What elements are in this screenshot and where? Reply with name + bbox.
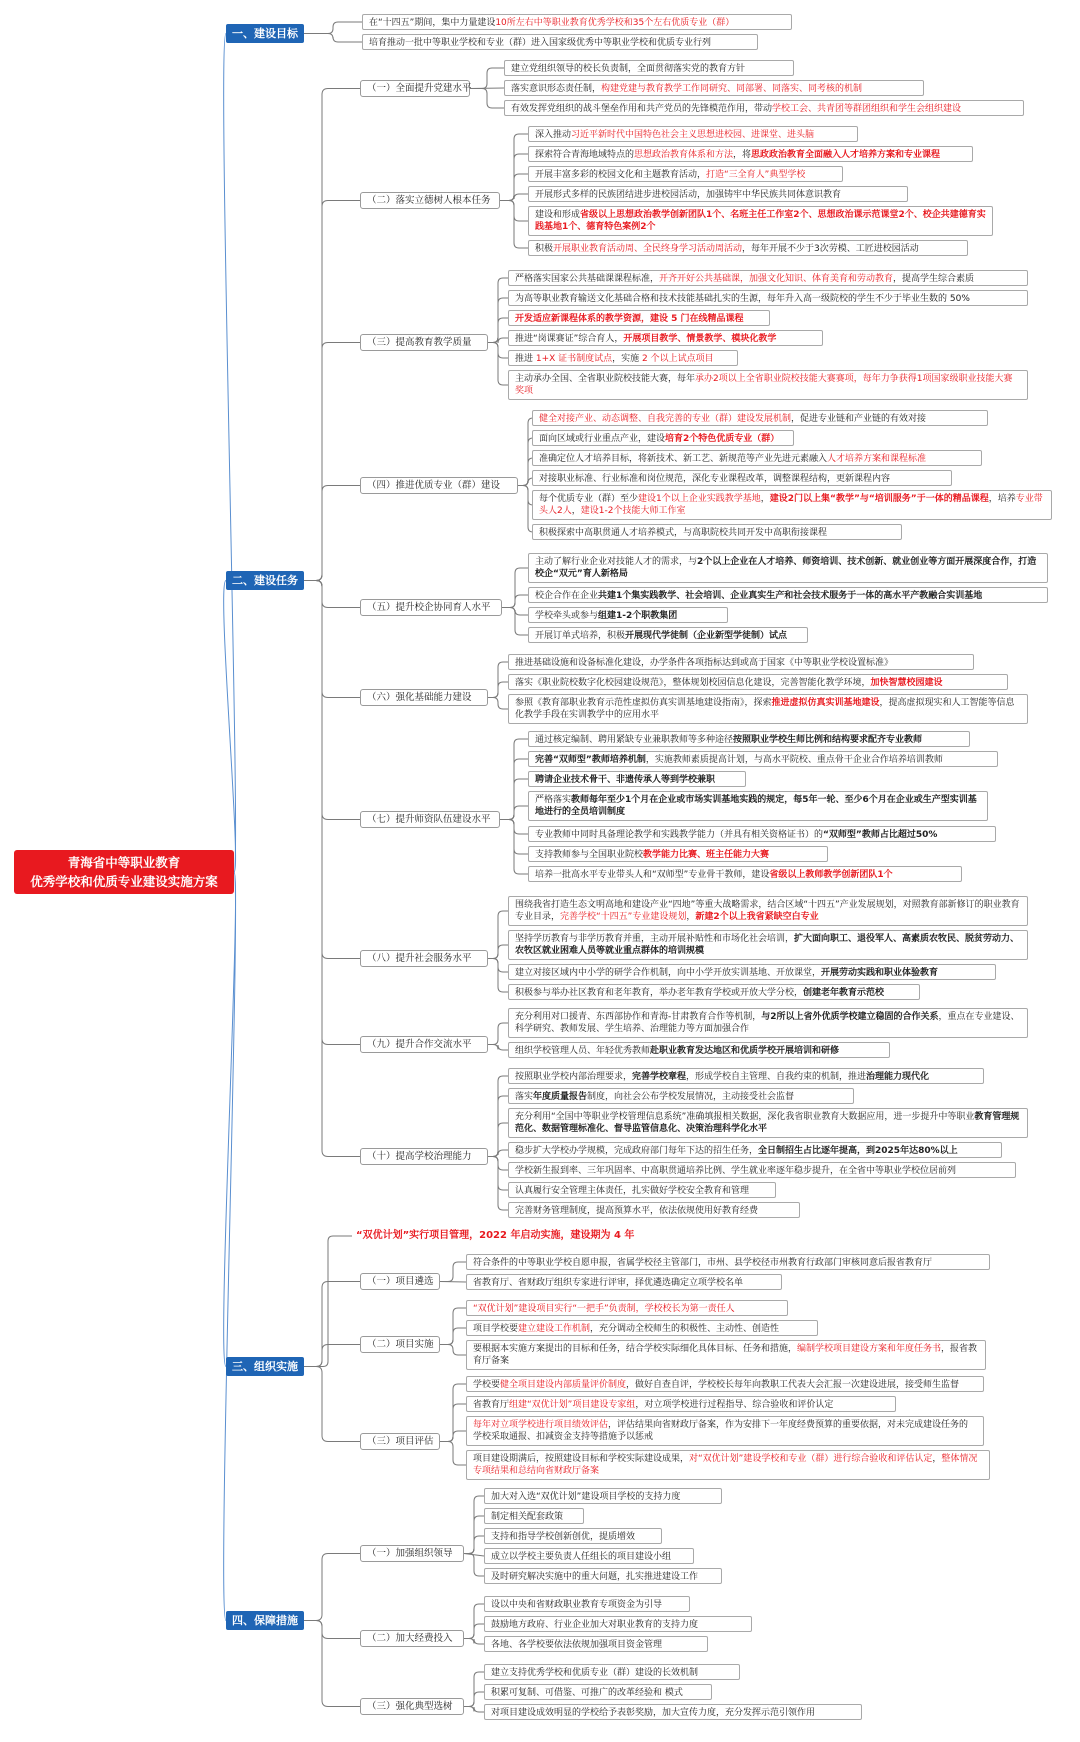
leaf-item xyxy=(484,1684,712,1700)
leaf-item xyxy=(466,1274,782,1290)
subtopic-15: （二）加大经费投入 xyxy=(360,1630,464,1647)
connector xyxy=(488,682,508,698)
leaf-text: 开展劳动实践和职业体验教育 xyxy=(821,968,939,978)
leaf-text: 每年对立项学校进行项目绩效评估 xyxy=(473,1420,609,1430)
leaf-text: 培养一批高水平专业带头人和“双师型”专业骨干教师，建设 xyxy=(535,870,770,880)
leaf-text: 成立以学校主要负责人任组长的项目建设小组 xyxy=(491,1552,672,1562)
leaf-text: 严格落实 xyxy=(535,795,572,805)
leaf-item xyxy=(508,350,738,366)
leaf-text: 健全项目建设内部质量评价制度 xyxy=(500,1380,627,1390)
leaf-text: 构建党建与教育教学工作同研究、同部署、同落实、同考核的机制 xyxy=(601,84,863,94)
leaf-text: 推进 xyxy=(515,354,536,364)
leaf-item xyxy=(508,964,996,980)
leaf-text: 省教育厅 xyxy=(473,1400,510,1410)
leaf-text: 严格落实国家公共基础课课程标准， xyxy=(515,274,660,284)
leaf-text: 积极探索中高职贯通人才培养模式，与高职院校共同开发中高职衔接课程 xyxy=(539,528,828,538)
leaf-text: 学校要 xyxy=(473,1380,501,1390)
leaf-item xyxy=(484,1664,740,1680)
leaf-text: 建设和形成 xyxy=(535,210,581,220)
section-safeguards: 四、保障措施 xyxy=(226,1611,304,1630)
connector xyxy=(464,1554,484,1577)
leaf-text: 全日制招生占比逐年提高，到2025年达80%以上 xyxy=(758,1146,958,1156)
leaf-text: 支持教师参与全国职业院校 xyxy=(535,850,644,860)
leaf-item xyxy=(484,1488,722,1504)
leaf-text: 建设2门以上集“教学”与“培训服务”于一体的精品课程 xyxy=(769,494,989,504)
leaf-text: “双优计划”建设项目实行“一把手”负责制，学校校长为第一责任人 xyxy=(473,1304,735,1314)
leaf-text: 学校工会、共青团等群团组织和学生会组织建设 xyxy=(772,104,962,114)
leaf-text: ，提高学生综合素质 xyxy=(893,274,975,284)
leaf-text: 创建老年教育示范校 xyxy=(803,988,885,998)
leaf-text: 推进“岗课赛证”综合育人， xyxy=(515,334,624,344)
leaf-text: 建立支持优秀学校和优质专业（群）建设的长效机制 xyxy=(491,1668,699,1678)
section-tasks: 二、建设任务 xyxy=(226,571,304,590)
connector xyxy=(304,1236,352,1367)
leaf-text: 完善“双师型”教师培养机制 xyxy=(535,755,646,765)
leaf-text: 开展职业教育活动周、全民终身学习活动周活动 xyxy=(553,244,743,254)
leaf-text: 制度，向社会公布学校发展情况，主动接受社会监督 xyxy=(587,1092,795,1102)
leaf-text: ，对立项学校进行过程指导、综合验收和评价认定 xyxy=(635,1400,834,1410)
subtopic-11: （一）项目遴选 xyxy=(360,1273,440,1290)
leaf-text: 有效发挥党组织的战斗堡垒作用和共产党员的先锋模范作用，带动 xyxy=(511,104,773,114)
root-title-line1: 青海省中等职业教育 xyxy=(67,855,181,870)
leaf-item xyxy=(528,607,728,623)
leaf-text: ，重点在专业建设、科学研究、教师发展、学生培养、治理能力等方面加强合作 xyxy=(515,1012,1020,1034)
leaf-text: 落实意识形态责任制， xyxy=(511,84,602,94)
connector xyxy=(470,89,504,109)
leaf-text: ，实施 xyxy=(612,354,643,364)
leaf-text: 思想政治教育体系和方法 xyxy=(634,150,734,160)
leaf-text: 积极 xyxy=(535,244,554,254)
leaf-text: 编制学校项目建设方案和年度任务书 xyxy=(797,1344,942,1354)
connector xyxy=(518,486,533,533)
connector xyxy=(464,1707,484,1713)
connector xyxy=(304,581,360,1157)
leaf-text: 新建2个以上我省紧缺空白专业 xyxy=(695,912,819,922)
leaf-text: 面向区域或行业重点产业，建设 xyxy=(539,434,666,444)
subtopic-13: （三）项目评估 xyxy=(360,1433,440,1450)
leaf-text: 完善财务管理制度，提高预算水平，依法依规使用好教育经费 xyxy=(515,1206,759,1216)
subtopic-9: （九）提升合作交流水平 xyxy=(360,1036,488,1053)
leaf-item xyxy=(508,896,1028,926)
leaf-text: 深入推动 xyxy=(535,130,572,140)
connector xyxy=(304,581,360,820)
leaf-text: 思政政治教育全面融入人才培养方案和专业课程 xyxy=(751,150,941,160)
section-implementation: 三、组织实施 xyxy=(226,1357,304,1376)
leaf-item xyxy=(532,410,988,426)
subtopic-5: （五）提升校企协同育人水平 xyxy=(360,599,502,616)
leaf-text: 赴职业教育发达地区和优质学校开展培训和研修 xyxy=(650,1046,840,1056)
leaf-item xyxy=(508,310,770,326)
leaf-text: 鼓励地方政府、行业企业加大对职业教育的支持力度 xyxy=(491,1620,699,1630)
leaf-text: 积极参与举办社区教育和老年教育，举办老年教育学校或开放大学分校， xyxy=(515,988,804,998)
connector xyxy=(224,581,236,873)
leaf-item xyxy=(508,1088,854,1104)
leaf-text: 参照《教育部职业教育示范性虚拟仿真实训基地建设指南》，探索 xyxy=(515,698,772,708)
leaf-item xyxy=(508,984,920,1000)
leaf-item xyxy=(508,1068,984,1084)
leaf-text: 教学能力比赛、班主任能力大赛 xyxy=(643,850,770,860)
leaf-item xyxy=(528,186,908,202)
leaf-text: 对接职业标准、行业标准和岗位规范，深化专业课程改革，调整课程结构，更新课程内容 xyxy=(539,474,891,484)
leaf-item xyxy=(508,1162,1016,1178)
leaf-text: 项目建设期满后，按照建设目标和学校实际建设成果， xyxy=(473,1454,690,1464)
leaf-text: 开展丰富多彩的校园文化和主题教育活动， xyxy=(535,170,707,180)
leaf-text: 聘请企业技术骨干、非遗传承人等到学校兼职 xyxy=(535,775,716,785)
connector xyxy=(304,22,362,34)
connector xyxy=(304,1367,360,1442)
leaf-text: 完善学校章程 xyxy=(632,1072,687,1082)
leaf-item xyxy=(528,826,996,842)
leaf-item xyxy=(466,1320,818,1336)
connector xyxy=(488,698,508,710)
leaf-item xyxy=(528,751,998,767)
leaf-text: ，充分调动全校师生的积极性、主动性、创造性 xyxy=(590,1324,780,1334)
leaf-text: ，将 xyxy=(733,150,752,160)
leaf-text: 组建“双优计划”项目建设专家组 xyxy=(509,1400,636,1410)
leaf-text: ，全面贯彻落实党的教育方针 xyxy=(628,64,746,74)
leaf-item xyxy=(362,14,792,30)
connector xyxy=(488,1123,508,1157)
leaf-item xyxy=(508,330,823,346)
leaf-item xyxy=(504,60,794,76)
leaf-text: 推进基础设施和设备标准化建设，办学条件各项指标达到或高于国家《中等职业学校设置标准》 xyxy=(515,658,894,668)
leaf-item xyxy=(528,771,746,787)
connector xyxy=(440,1328,466,1345)
leaf-text: 坚持学历教育与非学历教育并重，主动开展补贴性和市场化社会培训， xyxy=(515,934,795,944)
leaf-text: 教师每年至少1个月在企业或市场实训基地实践的规定，每5年一轮、至少6个月在企业或生产型实训基地进行的全员培训制度 xyxy=(535,795,977,817)
leaf-item xyxy=(466,1340,986,1370)
leaf-text: 教育管理规范化、数据管理标准化、督导监管信息化、决策治理科学化水平 xyxy=(515,1112,1020,1134)
leaf-text: 治理能力现代化 xyxy=(866,1072,930,1082)
connector xyxy=(304,1621,360,1639)
leaf-text: 省级以上思想政治教学创新团队1个、名班主任工作室2个、思想政治课示范课堂2个、校企共建德育实践基地1个、德育特色案例2个 xyxy=(535,210,986,232)
connector xyxy=(304,1621,360,1707)
leaf-text: 充分利用“全国中等职业学校管理信息系统”准确填报相关数据，深化我省职业教育大数据应用，进一步提升中等职业 xyxy=(515,1112,975,1122)
connector xyxy=(502,608,528,636)
leaf-text: 2个以上企业在人才培养、师资培训、技术创新、就业创业等方面开展深度合作，打造校企“双元”育人新格局 xyxy=(535,557,1037,579)
leaf-text: 健全对接产业、动态调整、自我完善的专业（群）建设发展机制 xyxy=(539,414,792,424)
leaf-item xyxy=(528,553,1048,583)
leaf-text: 打造“三全育人”典型学校 xyxy=(706,170,806,180)
leaf-text: ， xyxy=(760,494,770,504)
leaf-text: 专业教师中同时具备理论教学和实践教学能力（并具有相关资格证书）的 xyxy=(535,830,824,840)
leaf-text: 共建1个集实践教学、社会培训、企业真实生产和社会技术服务于一体的高水平产教融合实训基地 xyxy=(598,591,983,601)
leaf-text: 学校新生报到率、三年巩固率、中高职贯通培养比例、学生就业率逐年稳步提升，在全省中等职业学校位居前列 xyxy=(515,1166,957,1176)
leaf-text: ，每年开展不少于3次劳模、工匠进校园活动 xyxy=(742,244,919,254)
connector xyxy=(304,581,360,608)
leaf-text: 支持和指导学校创新创优，提质增效 xyxy=(491,1532,636,1542)
leaf-item xyxy=(466,1376,984,1392)
leaf-text: 培育推动一批中等职业学校和专业（群）进入国家级优秀中等职业学校和优质专业行列 xyxy=(369,38,712,48)
leaf-text: 探索符合青海地域特点的 xyxy=(535,150,635,160)
leaf-item xyxy=(484,1508,584,1524)
leaf-text: 习近平新时代中国特色社会主义思想进校园、进课堂、进头脑 xyxy=(571,130,815,140)
leaf-text: 加大对入选“双优计划”建设项目学校的支持力度 xyxy=(491,1492,681,1502)
leaf-text: 在“十四五”期间，集中力量建设 xyxy=(369,18,496,28)
leaf-text: 设以中央和省财政职业教育专项资金为引导 xyxy=(491,1600,663,1610)
connector xyxy=(224,872,236,1367)
subtopic-16: （三）强化典型选树 xyxy=(360,1698,464,1715)
leaf-item xyxy=(484,1548,694,1564)
leaf-text: 落实 xyxy=(515,1092,534,1102)
leaf-text: 省级以上教师教学创新团队1个 xyxy=(769,870,893,880)
leaf-item xyxy=(528,627,808,643)
leaf-text: 稳步扩大学校办学规模，完成政府部门每年下达的招生任务， xyxy=(515,1146,759,1156)
connector xyxy=(518,478,533,486)
leaf-text: 通过核定编制、聘用紧缺专业兼职教师等多种途径 xyxy=(535,735,734,745)
connector xyxy=(518,458,533,486)
leaf-item xyxy=(532,450,982,466)
leaf-text: 按照职业学校生师比例和结构要求配齐专业教师 xyxy=(733,735,923,745)
leaf-item xyxy=(528,587,1048,603)
connector xyxy=(304,581,360,959)
subtopic-10: （十）提高学校治理能力 xyxy=(360,1148,488,1165)
leaf-text: 年度质量报告 xyxy=(533,1092,588,1102)
subtopic-3: （三）提高教育教学质量 xyxy=(360,334,488,351)
leaf-text: 开齐开好公共基础课，加强文化知识、体育美育和劳动教育 xyxy=(659,274,894,284)
leaf-item xyxy=(528,791,988,821)
leaf-item xyxy=(508,370,1028,400)
leaf-item xyxy=(528,146,973,162)
leaf-text: 建设1-2个技能大师工作室 xyxy=(580,506,686,516)
leaf-item xyxy=(508,694,1028,724)
leaf-item xyxy=(508,1008,1028,1038)
leaf-text: 各地、各学校要依法依规加强项目资金管理 xyxy=(491,1640,663,1650)
subtopic-12: （二）项目实施 xyxy=(360,1336,440,1353)
connector xyxy=(488,1045,508,1051)
leaf-item xyxy=(528,846,828,862)
leaf-text: 扩大面向职工、退役军人、高素质农牧民、脱贫劳动力、农牧区就业困难人员等就业重点群体的培训规模 xyxy=(515,934,1020,956)
leaf-text: 整体情况专项结果和总结向省财政厅备案 xyxy=(473,1454,978,1476)
leaf-text: 建设1个以上企业实践教学基地 xyxy=(638,494,761,504)
leaf-item xyxy=(466,1300,788,1316)
leaf-text: ，评估结果向省财政厅备案，作为安排下一年度经费预算的重要依据，对未完成建设任务的学校采取通报、扣减资金支持等措施予以惩戒 xyxy=(473,1420,969,1442)
subtopic-6: （六）强化基础能力建设 xyxy=(360,689,488,706)
leaf-text: 完善学校“十四五”专业建设规划 xyxy=(560,912,687,922)
leaf-text: 推进虚拟仿真实训基地建设 xyxy=(771,698,880,708)
leaf-item xyxy=(466,1450,990,1480)
leaf-text: 组织学校管理人员、年轻优秀教师 xyxy=(515,1046,651,1056)
root-node xyxy=(14,850,234,894)
leaf-text: ，做好自查自评，学校校长每年向教职工代表大会汇报一次建设进展，接受师生监督 xyxy=(626,1380,960,1390)
leaf-item xyxy=(466,1416,984,1446)
leaf-item xyxy=(352,1228,652,1244)
connector xyxy=(224,34,236,873)
leaf-text: 准确定位人才培养目标，将新技术、新工艺、新规范等产业先进元素融入 xyxy=(539,454,828,464)
leaf-text: 为高等职业教育输送文化基础合格和技术技能基础扎实的生源，每年升入高一级院校的学生不少于毕业生数的 50% xyxy=(515,294,970,304)
connector xyxy=(304,343,360,581)
connector xyxy=(304,581,360,1045)
leaf-item xyxy=(528,731,970,747)
subtopic-2: （二）落实立德树人根本任务 xyxy=(360,192,500,209)
leaf-text: 加快智慧校园建设 xyxy=(870,678,943,688)
leaf-text: 及时研究解决实施中的重大问题，扎实推进建设工作 xyxy=(491,1572,699,1582)
leaf-text: 落实《职业院校数字化校园建设规范》，整体规划校园信息化建设，完善智能化教学环境， xyxy=(515,678,871,688)
leaf-item xyxy=(504,100,1024,116)
leaf-text: 项目学校要 xyxy=(473,1324,519,1334)
leaf-text: ， xyxy=(571,506,581,516)
leaf-item xyxy=(484,1616,752,1632)
connector xyxy=(488,1023,508,1045)
connector xyxy=(304,581,360,698)
connector xyxy=(304,486,360,581)
subtopic-14: （一）加强组织领导 xyxy=(360,1545,464,1562)
leaf-item xyxy=(484,1636,708,1652)
leaf-item xyxy=(528,240,968,256)
leaf-text: 与2所以上省外优质学校建立稳固的合作关系 xyxy=(761,1012,939,1022)
connector xyxy=(500,820,528,875)
leaf-item xyxy=(466,1396,896,1412)
leaf-text: 承办2项以上全省职业院校技能大赛赛项，每年力争获得1项国家级职业技能大赛奖项 xyxy=(515,374,1013,396)
leaf-text: 对“双优计划”建设学校和专业（群）进行综合验收和评估认定 xyxy=(689,1454,933,1464)
leaf-text: 校企合作在企业 xyxy=(535,591,599,601)
section-goals: 一、建设目标 xyxy=(226,24,304,43)
leaf-text: 组建1-2个职教集团 xyxy=(598,611,678,621)
leaf-item xyxy=(528,126,858,142)
leaf-text: “双师型”教师占比超过50% xyxy=(823,830,938,840)
leaf-text: ，培养 xyxy=(988,494,1016,504)
leaf-item xyxy=(484,1704,862,1720)
leaf-text: 对项目建设成效明显的学校给予表彰奖励，加大宣传力度，充分发挥示范引领作用 xyxy=(491,1708,816,1718)
connector xyxy=(518,486,533,506)
leaf-text: 1+X 证书制度试点 xyxy=(535,354,613,364)
leaf-text: 省教育厅、省财政厅组织专家进行评审，择优遴选确定立项学校名单 xyxy=(473,1278,744,1288)
leaf-text: 要根据本实施方案提出的目标和任务，结合学校实际细化具体目标、任务和措施， xyxy=(473,1344,798,1354)
leaf-text: 充分利用对口援青、东西部协作和青海-甘肃教育合作等机制， xyxy=(515,1012,762,1022)
leaf-item xyxy=(532,490,1052,520)
leaf-text: ，形成学校自主管理、自我约束的机制，推进 xyxy=(686,1072,867,1082)
leaf-item xyxy=(508,930,1028,960)
leaf-text: 开展订单式培养，积极 xyxy=(535,631,626,641)
connector xyxy=(488,959,508,993)
leaf-item xyxy=(528,206,993,236)
leaf-text: 按照职业学校内部治理要求， xyxy=(515,1072,633,1082)
leaf-item xyxy=(484,1528,662,1544)
leaf-item xyxy=(508,1042,890,1058)
leaf-item xyxy=(508,1202,800,1218)
leaf-text: ，促进专业链和产业链的有效对接 xyxy=(791,414,927,424)
leaf-text: 主动承办全国、全省职业院校技能大赛，每年 xyxy=(515,374,696,384)
leaf-text: ， xyxy=(932,1454,942,1464)
root-title-line2: 优秀学校和优质专业建设实施方案 xyxy=(30,874,218,889)
connector xyxy=(304,1345,360,1367)
connector xyxy=(304,1554,360,1621)
leaf-item xyxy=(508,270,1028,286)
leaf-text: 积累可复制、可借鉴、可推广的改革经验和 模式 xyxy=(491,1688,683,1698)
leaf-item xyxy=(508,674,1008,690)
leaf-item xyxy=(484,1596,690,1612)
leaf-item xyxy=(528,866,962,882)
connector xyxy=(488,1157,508,1211)
leaf-text: 每个优质专业（群）至少 xyxy=(539,494,639,504)
leaf-item xyxy=(466,1254,990,1270)
leaf-text: 学校牵头或参与 xyxy=(535,611,599,621)
subtopic-8: （八）提升社会服务水平 xyxy=(360,950,488,967)
leaf-item xyxy=(508,1142,1002,1158)
leaf-text: ，实施教师素质提高计划，与高水平院校、重点骨干企业合作培养培训教师 xyxy=(645,755,943,765)
leaf-item xyxy=(532,430,794,446)
leaf-text: 建立党组织领导的校长负责制 xyxy=(511,64,629,74)
leaf-text: 培育2个特色优质专业（群） xyxy=(665,434,780,444)
leaf-text: 符合条件的中等职业学校自愿申报，省属学校径主管部门，市州、县学校径市州教育行政部门审核同意后报省教育厅 xyxy=(473,1258,933,1268)
subtopic-4: （四）推进优质专业（群）建设 xyxy=(360,477,518,494)
leaf-text: 开发适应新课程体系的教学资源，建设 5 门在线精品课程 xyxy=(515,314,744,324)
leaf-item xyxy=(508,290,1028,306)
connector xyxy=(500,201,528,249)
leaf-item xyxy=(504,80,924,96)
leaf-text: ，提高虚拟现实和人工智能等信息化教学手段在实训教学中的应用水平 xyxy=(515,698,1015,720)
leaf-text: 建立建设工作机制 xyxy=(518,1324,591,1334)
leaf-text: 专业带头人2人 xyxy=(539,494,1043,516)
connector xyxy=(440,1282,466,1283)
leaf-item xyxy=(362,34,758,50)
connector xyxy=(304,89,360,581)
connector xyxy=(440,1345,466,1356)
leaf-text: 10所左右中等职业教育优秀学校和35个左右优质专业（群） xyxy=(495,18,735,28)
connector xyxy=(304,34,362,43)
leaf-text: 主动了解行业企业对技能人才的需求，与 xyxy=(535,557,698,567)
leaf-item xyxy=(528,166,843,182)
leaf-text: 认真履行安全管理主体责任，扎实做好学校安全教育和管理 xyxy=(515,1186,750,1196)
leaf-text: ， xyxy=(686,912,696,922)
connector xyxy=(440,1262,466,1282)
connector xyxy=(488,343,508,386)
leaf-text: 建立对接区域内中小学的研学合作机制，向中小学开放实训基地、开放课堂， xyxy=(515,968,822,978)
leaf-text: 人才培养方案和课程标准 xyxy=(827,454,927,464)
leaf-text: ，报省教育厅备案 xyxy=(473,1344,978,1366)
subtopic-7: （七）提升师资队伍建设水平 xyxy=(360,811,500,828)
leaf-text: 开展现代学徒制（企业新型学徒制）试点 xyxy=(625,631,788,641)
leaf-item xyxy=(508,1108,1028,1138)
connector xyxy=(440,1442,466,1466)
connector xyxy=(518,418,533,486)
leaf-text: 2 个以上试点项目 xyxy=(642,354,714,364)
leaf-item xyxy=(484,1568,722,1584)
connector xyxy=(304,1282,360,1367)
leaf-item xyxy=(532,470,952,486)
leaf-text: 开展形式多样的民族团结进步进校园活动，加强铸牢中华民族共同体意识教育 xyxy=(535,190,842,200)
leaf-text: 制定相关配套政策 xyxy=(491,1512,564,1522)
connector xyxy=(464,1536,484,1554)
leaf-item xyxy=(508,654,974,670)
leaf-text: 开展项目教学、情景教学、模块化教学 xyxy=(623,334,777,344)
connector xyxy=(470,68,504,89)
leaf-text: 围绕我省打造生态文明高地和建设产业“四地”等重大战略需求，结合区域“十四五”产业发展规划，对照教育部新修订的职业教育专业目录， xyxy=(515,900,1020,922)
leaf-item xyxy=(508,1182,776,1198)
leaf-text: “双优计划”实行项目管理，2022 年启动实施，建设期为 4 年 xyxy=(356,1230,635,1241)
subtopic-1: （一）全面提升党建水平 xyxy=(360,80,470,97)
connector xyxy=(304,201,360,581)
connector xyxy=(464,1639,484,1645)
leaf-item xyxy=(532,524,902,540)
